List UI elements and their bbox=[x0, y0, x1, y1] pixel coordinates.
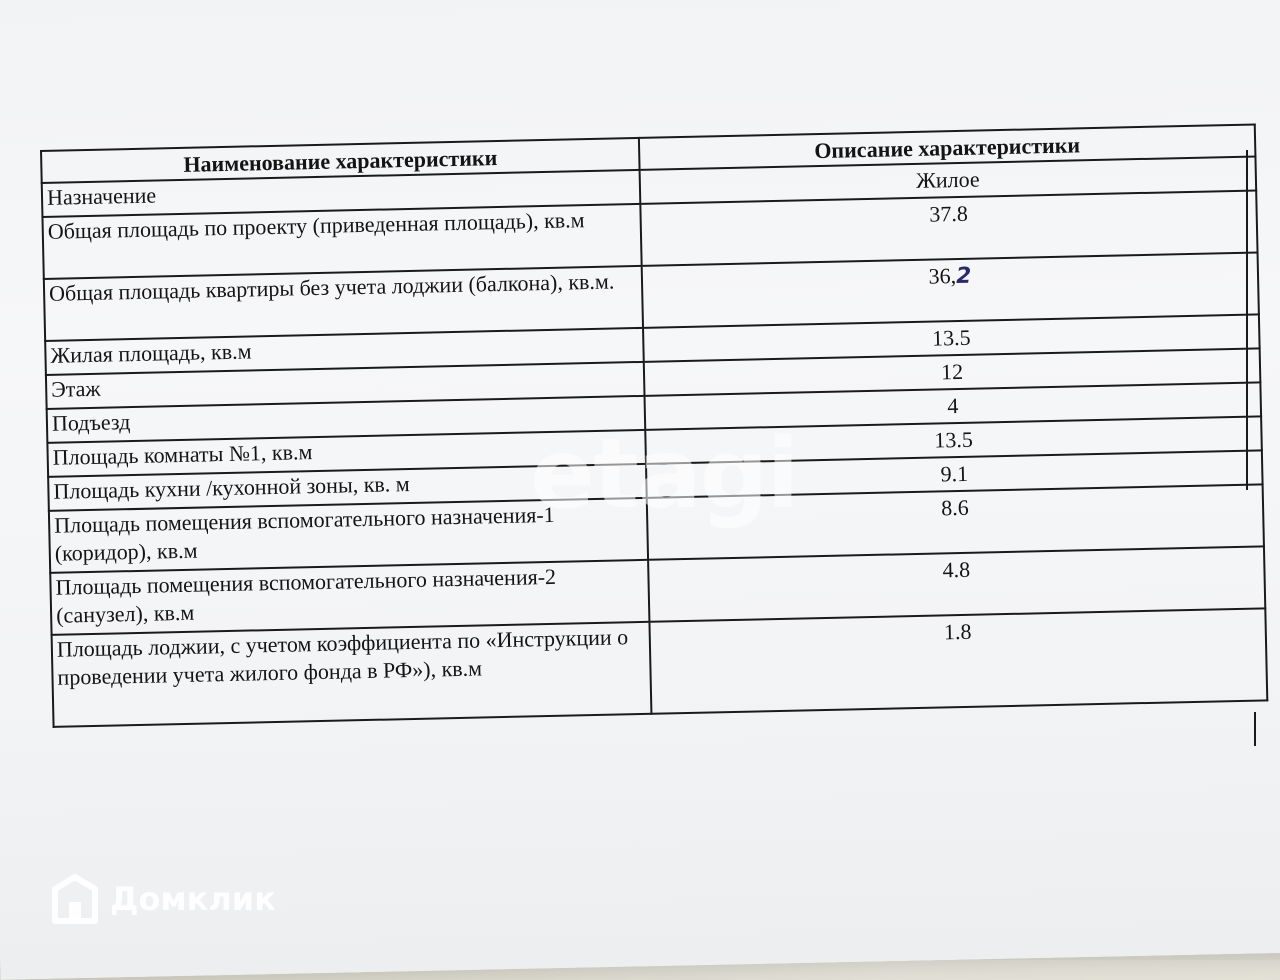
row-name: Площадь помещения вспомогательного назначения-2 (санузел), кв.м bbox=[50, 560, 649, 635]
handwritten-digit: 2 bbox=[955, 263, 972, 290]
domclick-watermark bbox=[52, 874, 276, 924]
row-value: 8.6 bbox=[647, 484, 1264, 559]
domclick-label: Домклик bbox=[110, 880, 276, 918]
row-value: 37.8 bbox=[640, 190, 1257, 265]
header-name-column: Наименование характеристики bbox=[41, 138, 640, 183]
row-name: Площадь лоджии, с учетом коэффициента по «Инструкции о проведении учета жилого фонда в РФ»), кв.м bbox=[52, 622, 652, 727]
row-name: Площадь помещения вспомогательного назначения-1 (коридор), кв.м bbox=[49, 498, 648, 573]
row-name: Подъезд bbox=[47, 396, 646, 443]
row-name: Этаж bbox=[46, 362, 645, 409]
row-name: Назначение bbox=[42, 170, 641, 217]
row-value: 1.8 bbox=[649, 608, 1267, 713]
row-name: Площадь комнаты №1, кв.м bbox=[47, 430, 646, 477]
right-border-tick bbox=[1254, 712, 1256, 746]
row-name: Общая площадь квартиры без учета лоджии (балкона), кв.м. bbox=[44, 266, 643, 341]
row-value: Жилое bbox=[640, 156, 1257, 203]
row-value: 36, bbox=[928, 263, 957, 289]
house-icon bbox=[52, 874, 98, 924]
row-name: Площадь кухни /кухонной зоны, кв. м bbox=[48, 464, 647, 511]
row-value: 4 bbox=[645, 382, 1262, 429]
row-value: 13.5 bbox=[643, 314, 1260, 361]
right-border-line bbox=[1246, 150, 1248, 490]
row-value: 12 bbox=[644, 348, 1261, 395]
row-name: Жилая площадь, кв.м bbox=[45, 328, 644, 375]
row-value: 13.5 bbox=[645, 416, 1262, 463]
row-value: 4.8 bbox=[648, 546, 1265, 621]
row-name: Общая площадь по проекту (приведенная площадь), кв.м bbox=[42, 204, 641, 279]
row-value: 9.1 bbox=[646, 450, 1263, 497]
etagi-watermark: etagi bbox=[530, 418, 798, 530]
header-value-column: Описание характеристики bbox=[639, 124, 1256, 169]
